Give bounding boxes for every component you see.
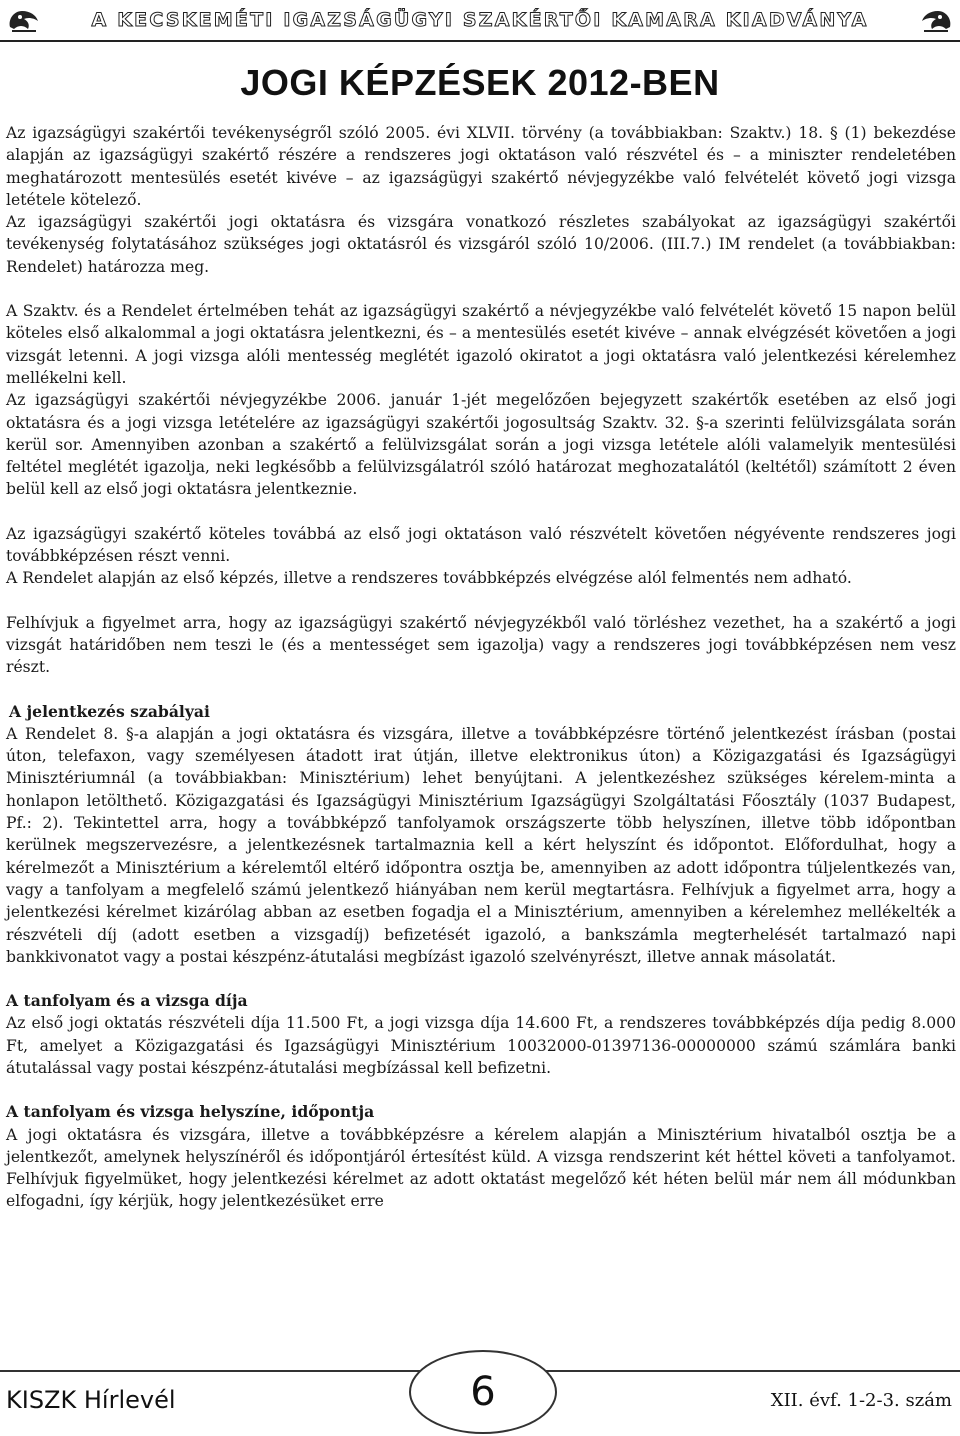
paragraph: A Szaktv. és a Rendelet értelmében tehát az igazságügyi szakértő a névjegyzékbe való felvételét követő 15 napon belül köteles első alkalommal a jogi oktatásra jelentkezni, és – a mentesülés esetét kivéve – annak elvégzését követően a jogi vizsgát letenni. A jogi vizsga alóli mentesség meglétét igazoló okiratot a jogi oktatásra való jelentkezési kérelemhez mellékelni kell. [6, 302, 956, 387]
spacer [6, 679, 956, 701]
paragraph: A Rendelet alapján az első képzés, illetve a rendszeres továbbképzés elvégzése alól felmentés nem adható. [6, 569, 852, 588]
spacer [6, 501, 956, 523]
page-title: JOGI KÉPZÉSEK 2012-BEN [240, 62, 720, 103]
publisher-title: A KECSKEMÉTI IGAZSÁGÜGYI SZAKÉRTŐI KAMARA KIADVÁNYA [91, 9, 869, 31]
section-heading-dij: A tanfolyam és a vizsga díja [6, 991, 248, 1011]
article-body [6, 122, 956, 1213]
section-text-helyszin: A jogi oktatásra és vizsgára, illetve a továbbképzésre a kérelem alapján a Minisztérium hivatalból osztja be a jelentkezőt, amelynek helyszínéről és időpontjáról értesítést küld. A vizsga rendszerint két héttel követi a tanfolyamot. Felhívjuk figyelmüket, hogy jelentkezési kérelmet az adott oktatást megelőző két héten belül már nem áll módunkban elfogadni, így kérjük, hogy jelentkezésüket erre [6, 1125, 956, 1211]
crest-emblem-icon [918, 5, 954, 35]
header-divider [0, 40, 960, 42]
crest-emblem-icon [6, 5, 42, 35]
newsletter-name: KISZK Hírlevél [6, 1386, 176, 1414]
paragraph: Az igazságügyi szakértői névjegyzékbe 2006. január 1-jét megelőzően bejegyzett szakértők esetében az első jogi oktatásra és a jogi vizsga letételére az igazságügyi szakértői jogosultság Szaktv. 32. §-a szerinti felülvizsgálata során kerül sor. Amennyiben azonban a szakértő a felülvizsgálat során a jogi vizsga letétele alóli valamelyik mentesülési feltétel meglétét igazolja, neki legkésőbb a felülvizsgálatról szóló határozat meghozatalától (keltétől) számított 2 éven belül kell az első jogi oktatásra jelentkeznie. [6, 391, 956, 499]
page-number: 6 [470, 1369, 496, 1415]
spacer [6, 590, 956, 612]
paragraph: Az igazságügyi szakértő köteles továbbá az első jogi oktatáson való részvételt követően négyévente rendszeres jogi továbbképzésen részt venni. [6, 524, 956, 566]
section-heading-helyszin: A tanfolyam és vizsga helyszíne, időpontja [6, 1102, 375, 1122]
paragraph: Az igazságügyi szakértői tevékenységről szóló 2005. évi XLVII. törvény (a továbbiakban: Szaktv.) 18. § (1) bekezdése alapján az igazságügyi szakértő részére a rendszeres jogi oktatáson való részvétel és – a miniszter rendeletében meghatározott mentesülés esetét kivéve – az igazságügyi szakértő névjegyzékbe való felvételét követő jogi vizsga letétele kötelező. [6, 124, 956, 209]
paragraph: Az igazságügyi szakértői jogi oktatásra és vizsgára vonatkozó részletes szabályokat az igazságügyi szakértői tevékenység folytatásához szükséges jogi oktatásról és vizsgáról szóló 10/2006. (III.7.) IM rendelet (a továbbiakban: Rendelet) határozza meg. [6, 213, 956, 276]
spacer [6, 1079, 956, 1101]
section-heading-jelentkezes: A jelentkezés szabályai [9, 701, 210, 721]
spacer [6, 968, 956, 990]
spacer [6, 278, 956, 300]
issue-number: XII. évf. 1-2-3. szám [770, 1390, 952, 1411]
section-text-jelentkezes: A Rendelet 8. §-a alapján a jogi oktatásra és vizsgára, illetve a továbbképzésre történő jelentkezést írásban (postai úton, telefaxon, vagy személyesen átadott irat útján, illetve elektronikus úton) a Közigazgatási és Igazságügyi Minisztériumnál (a továbbiakban: Minisztérium) lehet benyújtani. A jelentkezéshez szükséges kérelem-minta a honlapon letölthető. Közigazgatási és Igazságügyi Minisztérium Igazságügyi Szolgáltatási Főosztály (1037 Budapest, Pf.: 2). Tekintettel arra, hogy a továbbképző tanfolyamok országszerte több helyszínen, illetve több időpontban kerülnek megszervezésre, a jelentkezésnek tartalmaznia kell a kért helyszínt és időpontot. Előfordulhat, hogy a kérelmezőt a Minisztérium a kérelemtől eltérő időpontra osztja be, amennyiben az adott időpontra túljelentkezés van, vagy a tanfolyam a megfelelő számú jelentkező hiányában nem kerül megtartásra. Felhívjuk a figyelmet arra, hogy a jelentkezési kérelmet kizárólag abban az esetben fogadja el a Minisztérium, amennyiben a kérelemhez mellékelték a részvételi díj (adott esetben a vizsgadíj) befizetését igazoló, a bankszámla megterhelését tartalmazó napi bankkivonatot vagy a postai készpénz-átutalási megbízást igazoló szelvényrészt, illetve annak másolatát. [6, 724, 956, 966]
section-text-dij: Az első jogi oktatás részvételi díja 11.500 Ft, a jogi vizsga díja 14.600 Ft, a rendszeres továbbképzés díja pedig 8.000 Ft, amelyet a Közigazgatási és Igazságügyi Minisztérium 10032000-01397136-00000000 számú számlára banki átutalással vagy postai készpénz-átutalási megbízással kell befizetni. [6, 1014, 956, 1077]
page-header [0, 0, 960, 40]
page-number-badge [409, 1350, 557, 1434]
paragraph: Felhívjuk a figyelmet arra, hogy az igazságügyi szakértő névjegyzékből való törléshez vezethet, ha a szakértő a jogi vizsgát határidőben nem teszi le (és a mentességet sem igazolja) vagy a rendszeres jogi továbbképzésen nem vesz részt. [6, 613, 956, 677]
